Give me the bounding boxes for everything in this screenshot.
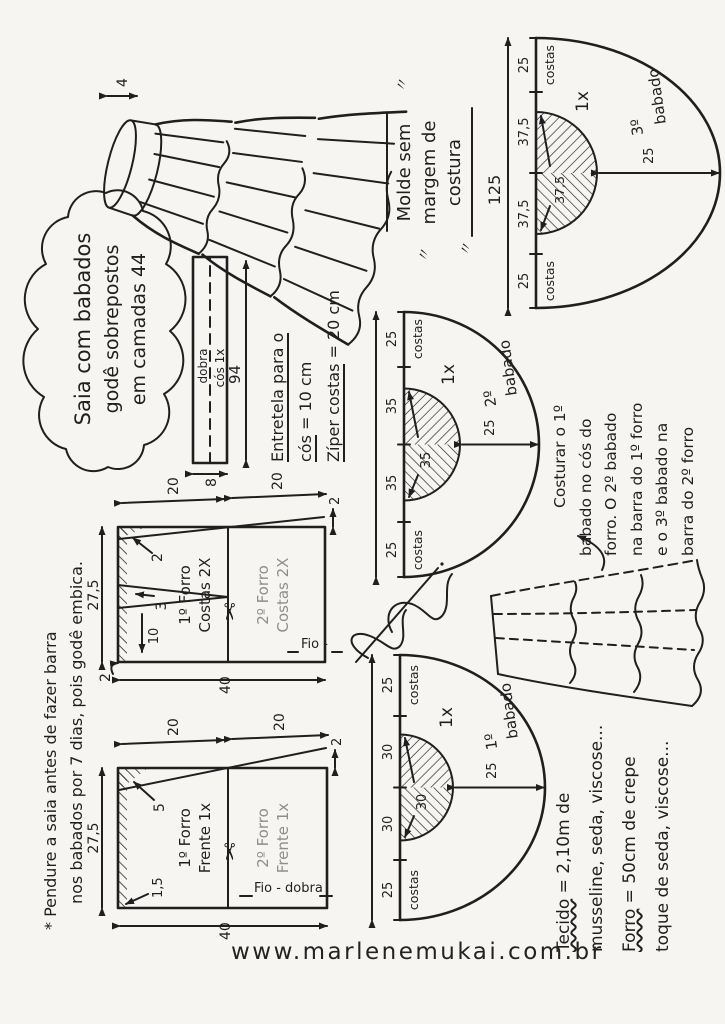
waistband-opening	[97, 117, 142, 210]
b1-radius-value: 30	[415, 793, 430, 811]
b1-name-line2: babado	[496, 681, 522, 740]
b1-end-right: 25	[381, 676, 396, 694]
note-entretela	[264, 290, 348, 462]
svg-text:✂: ✂	[218, 842, 244, 862]
b2-seg-left: 35	[385, 474, 400, 492]
piece-forro-frente	[88, 710, 360, 940]
tecido-word: Tecido	[554, 898, 574, 952]
b1-name-line1: 1º	[481, 732, 502, 751]
molde-line1: Molde sem	[394, 123, 415, 222]
entretela-line1: Entretela para o	[268, 332, 287, 462]
costurar-line2: babado no cós do	[576, 418, 595, 556]
costas-part2-arrow	[232, 494, 326, 498]
b3-costas-left: costas	[542, 260, 557, 302]
sketch-lining-line2	[494, 610, 696, 614]
b2-ring-value: 25	[483, 419, 498, 436]
tier1-folds	[137, 126, 227, 225]
b3-end-left: 25	[517, 272, 532, 290]
signature-dot	[440, 562, 443, 565]
waistband-dobra-label: dobra	[196, 348, 210, 384]
tecido-line4: toque de seda, viscose...	[653, 740, 673, 952]
piece-babado-3	[468, 23, 725, 318]
frente-grain-label: Fio - dobra	[254, 881, 323, 896]
b2-seg-right: 35	[385, 397, 400, 415]
b3-seg-right: 37,5	[517, 117, 532, 147]
signature-stroke2	[388, 574, 452, 632]
costas-corner-value: 2	[98, 673, 114, 682]
svg-text:✂: ✂	[218, 602, 244, 622]
molde-tick-left: 〃	[413, 244, 435, 265]
costas-hem-flare-value: 2	[328, 496, 343, 505]
costas-part1-value: 20	[166, 477, 182, 495]
signature	[326, 553, 446, 668]
costurar-line5: e o 3º babado na	[653, 422, 671, 556]
costas-length-value: 40	[218, 676, 234, 694]
sketch-ruffle2	[634, 575, 643, 692]
b1-seg-right: 30	[381, 743, 396, 761]
tecido-line3: = 50cm de crepe	[620, 756, 640, 909]
costas-label1-line1: 1º Forro	[176, 565, 194, 625]
b1-costas-left: costas	[406, 869, 421, 911]
b1-end-left: 25	[381, 881, 396, 899]
molde-tick-right: 〃	[391, 74, 413, 95]
frente-label2-line1: 2º Forro	[254, 808, 272, 868]
b1-qty: 1x	[437, 707, 457, 728]
costurar-line1: Costurar o 1º	[551, 404, 569, 508]
costurar-line4: na barra do 1º forro	[627, 402, 646, 556]
b3-radius-value: 37,5	[552, 176, 567, 204]
waistband-height-value: 8	[204, 478, 220, 487]
frente-label1-line1: 1º Forro	[176, 808, 194, 868]
note-pendure-line2: nos babados por 7 dias, pois godê embica.	[67, 561, 86, 904]
sketch-lining-line1	[496, 638, 694, 650]
b3-name-line2: babado	[644, 67, 670, 126]
scissors-icon	[218, 842, 244, 861]
frente-part1-arrow	[122, 740, 224, 744]
costurar-line3: forro. O 2º babado	[602, 412, 620, 556]
website-url: www.marlenemukai.com.br	[231, 939, 604, 965]
frente-length-value: 40	[218, 922, 234, 940]
b1-costas-right: costas	[406, 664, 421, 706]
costas-corner-arrow	[111, 663, 118, 674]
waistband-length-value: 94	[226, 364, 244, 384]
costas-side-dip-arrow	[133, 538, 152, 553]
costas-dart-pos-value: 10	[147, 627, 162, 645]
costas-label1-line2: Costas 2X	[196, 557, 214, 633]
b2-end-right: 25	[385, 330, 400, 348]
molde-line2: margem de	[419, 120, 440, 225]
b3-ring-value: 25	[642, 147, 657, 164]
b1-seg-left: 30	[381, 815, 396, 833]
b3-name	[620, 67, 671, 136]
sketch-ruffle1	[570, 582, 576, 683]
sketch-right-side-dashed	[491, 560, 697, 596]
frente-side-dip-value: 5	[152, 803, 168, 812]
note-molde	[386, 74, 477, 270]
note-tecido	[548, 725, 680, 952]
tier3-folds	[280, 126, 400, 312]
b2-name-line2: babado	[495, 338, 521, 397]
b3-qty: 1x	[573, 91, 593, 112]
entretela-ziper: Zíper costas	[324, 363, 343, 462]
title-line3: em camadas 44	[128, 252, 150, 406]
b1-ring-value: 25	[485, 762, 500, 779]
b2-costas-right: costas	[410, 318, 425, 360]
b2-costas-left: costas	[410, 529, 425, 571]
band-height-value: 4	[115, 78, 131, 87]
frente-cf-dip-arrow	[126, 894, 148, 904]
b3-costas-right: costas	[542, 44, 557, 86]
b2-radius-value: 35	[419, 451, 434, 469]
note-pendure	[38, 561, 90, 930]
title-line1: Saia com babados	[71, 232, 95, 426]
piece-waistband	[180, 236, 258, 488]
entretela-cos: cós	[296, 435, 315, 462]
waistband-cos-label: cós 1x	[213, 348, 227, 388]
frente-width-value: 27,5	[86, 822, 102, 854]
costas-dart-width-arrow	[136, 594, 154, 596]
b2-name	[473, 339, 522, 408]
costas-side-dip-value: 2	[150, 553, 166, 562]
entretela-ziper-value: = 20 cm	[324, 290, 343, 364]
costas-part1-arrow	[122, 499, 224, 503]
b2-qty: 1x	[439, 364, 459, 385]
costas-grain-label: Fio -	[301, 637, 328, 652]
layered-skirt-sketch	[482, 541, 725, 716]
costurar-line6: barra do 2º forro	[678, 426, 697, 556]
sketch-hem	[692, 560, 704, 706]
molde-rule-top	[386, 113, 388, 233]
frente-hem-flare-value: 2	[330, 737, 345, 746]
costas-label2-line1: 2º Forro	[254, 565, 272, 625]
costas-label2-line2: Costas 2X	[274, 557, 292, 633]
frente-cf-dip-value: 1,5	[151, 877, 166, 898]
costas-waist-seam-hatch	[119, 527, 127, 662]
tier2-hem	[270, 168, 309, 298]
note-pendure-line1: * Pendure a saia antes de fazer barra	[41, 631, 60, 930]
sketch-waist	[491, 596, 498, 674]
b2-name-line1: 2º	[480, 389, 501, 408]
molde-tick-bottom-left: 〃	[455, 238, 477, 259]
signature-stroke1	[352, 610, 406, 658]
costas-dart-width-value: 3	[154, 601, 170, 611]
frente-part1-value: 20	[166, 718, 182, 736]
entretela-cos-value: = 10 cm	[296, 361, 315, 436]
title-line2: godê sobrepostos	[101, 244, 123, 414]
frente-part2-value: 20	[272, 713, 288, 731]
costas-width-value: 27,5	[86, 579, 102, 611]
b3-name-line1: 3º	[626, 117, 648, 137]
frente-part2-arrow	[232, 735, 328, 739]
frente-label2-line2: Frente 1x	[274, 802, 292, 874]
tecido-line1: = 2,10m de	[554, 792, 574, 899]
molde-line3: costura	[444, 138, 465, 207]
sketch-left-side	[498, 674, 692, 706]
tier1-right	[156, 104, 232, 142]
forro-word: Forro	[620, 908, 640, 952]
costas-part2-value: 20	[270, 472, 286, 490]
b3-total-value: 125	[485, 174, 504, 206]
piece-forro-costas	[88, 464, 360, 694]
scissors-icon	[218, 602, 244, 621]
tecido-line2: musseline, seda, viscose...	[587, 724, 607, 952]
b3-end-right: 25	[517, 56, 532, 74]
b2-end-left: 25	[385, 541, 400, 559]
frente-label1-line2: Frente 1x	[196, 802, 214, 874]
b3-seg-left: 37,5	[517, 199, 532, 229]
